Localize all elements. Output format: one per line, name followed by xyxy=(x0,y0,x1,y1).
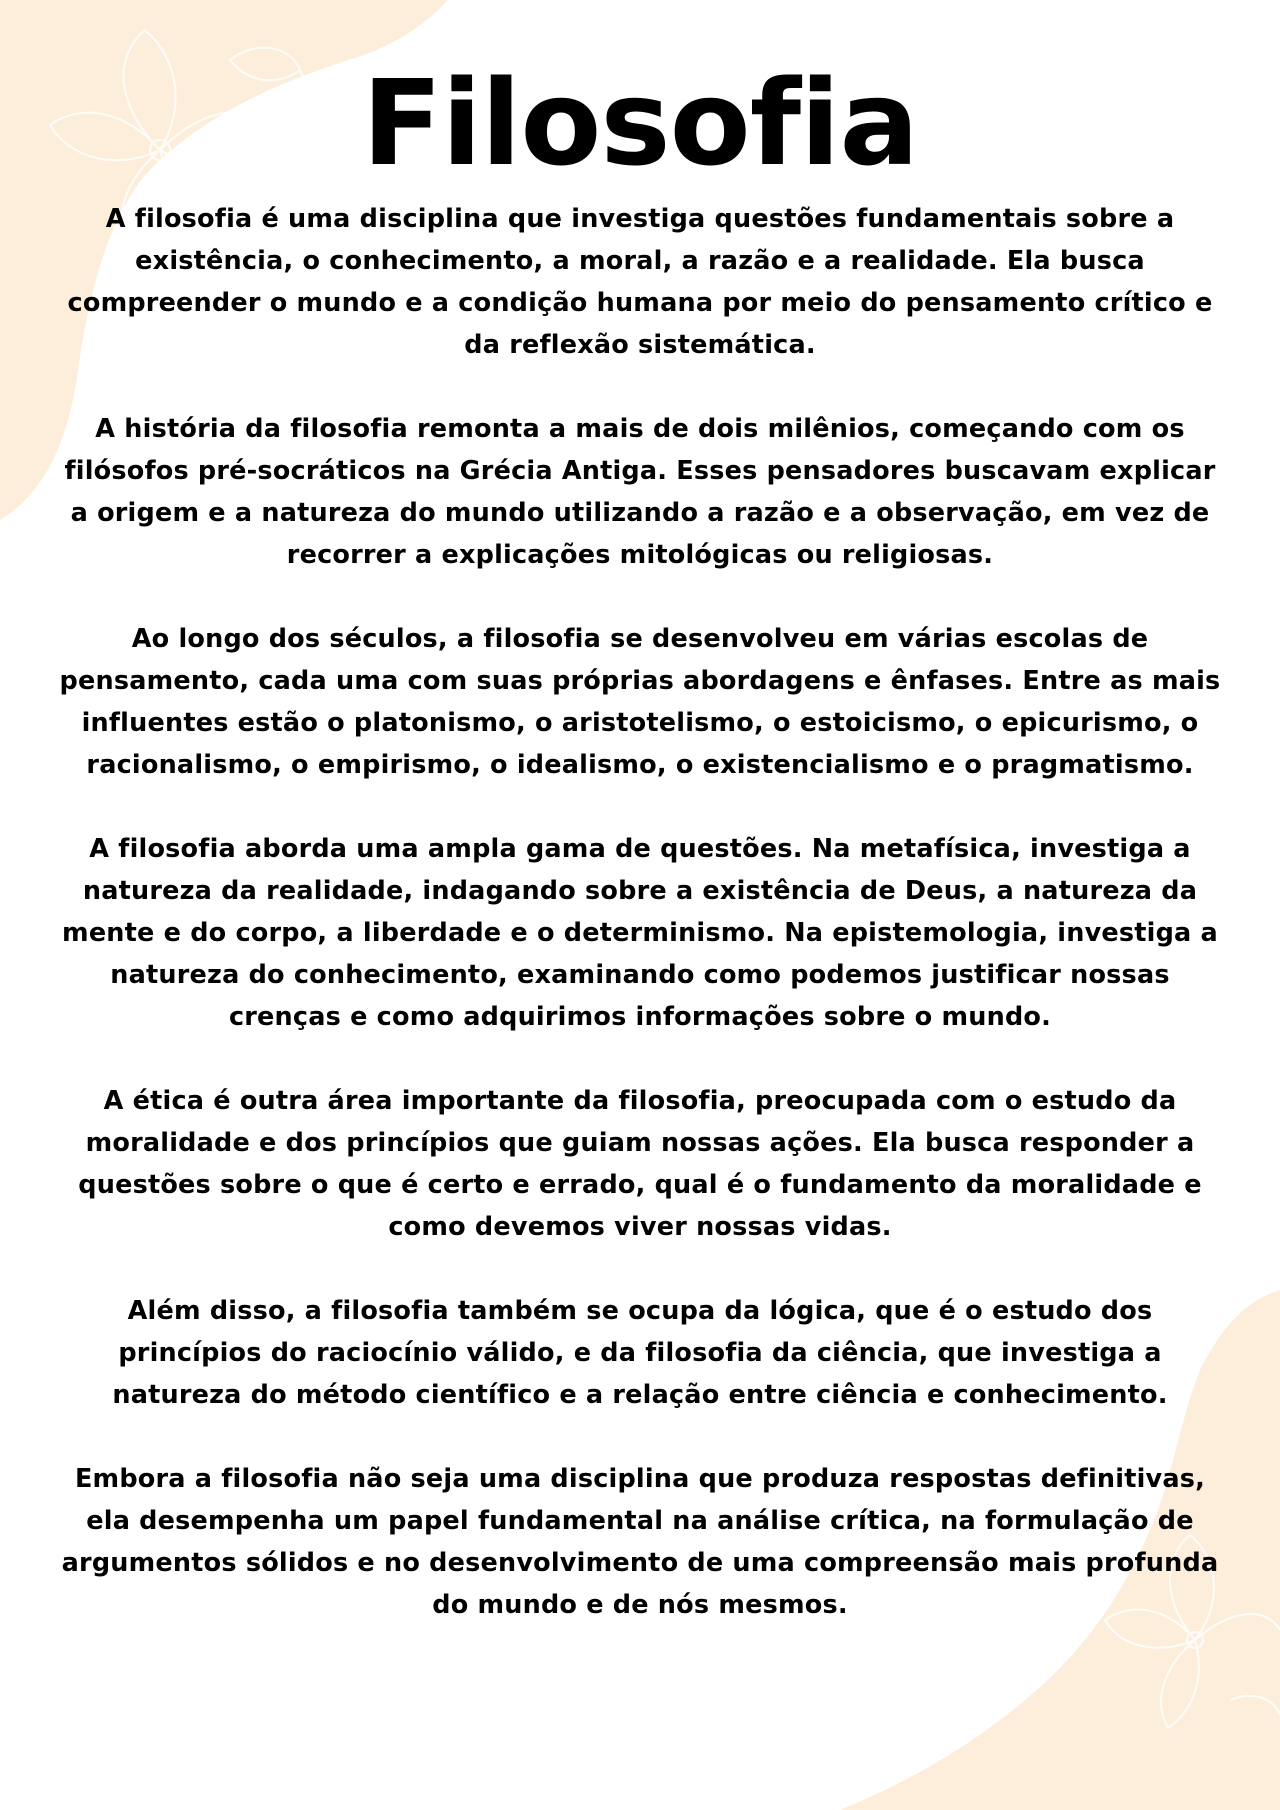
paragraph-logic: Além disso, a filosofia também se ocupa da lógica, que é o estudo dos princípios do raciocínio válido, e da filosofia da ciência, que investiga a natureza do método científico e a relação entre ciência e conhecimento. xyxy=(112,1296,1168,1410)
document-body xyxy=(58,198,1222,1626)
paragraph-conclusion: Embora a filosofia não seja uma disciplina que produza respostas definitivas, ela desempenha um papel fundamental na análise crítica, na formulação de argumentos sólidos e no desenvolvimento de uma compreensão mais profunda do mundo e de nós mesmos. xyxy=(61,1464,1219,1620)
paragraph-schools: Ao longo dos séculos, a filosofia se desenvolveu em várias escolas de pensamento, cada uma com suas próprias abordagens e ênfases. Entre as mais influentes estão o platonismo, o aristotelismo, o estoicismo, o epicurismo, o racionalismo, o empirismo, o idealismo, o existencialismo e o pragmatismo. xyxy=(59,624,1221,780)
page-title: Filosofia xyxy=(361,54,919,192)
paragraph-questions: A filosofia aborda uma ampla gama de questões. Na metafísica, investiga a natureza da realidade, indagando sobre a existência de Deus, a natureza da mente e do corpo, a liberdade e o determinismo. Na epistemologia, investiga a natureza do conhecimento, examinando como podemos justificar nossas crenças e como adquirimos informações sobre o mundo. xyxy=(62,834,1218,1032)
paragraph-ethics: A ética é outra área importante da filosofia, preocupada com o estudo da moralidade e dos princípios que guiam nossas ações. Ela busca responder a questões sobre o que é certo e errado, qual é o fundamento da moralidade e como devemos viver nossas vidas. xyxy=(78,1086,1202,1242)
paragraph-intro: A filosofia é uma disciplina que investiga questões fundamentais sobre a existência, o conhecimento, a moral, a razão e a realidade. Ela busca compreender o mundo e a condição humana por meio do pensamento crítico e da reflexão sistemática. xyxy=(67,204,1213,360)
paragraph-history: A história da filosofia remonta a mais de dois milênios, começando com os filósofos pré-socráticos na Grécia Antiga. Esses pensadores buscavam explicar a origem e a natureza do mundo utilizando a razão e a observação, em vez de recorrer a explicações mitológicas ou religiosas. xyxy=(64,414,1216,570)
